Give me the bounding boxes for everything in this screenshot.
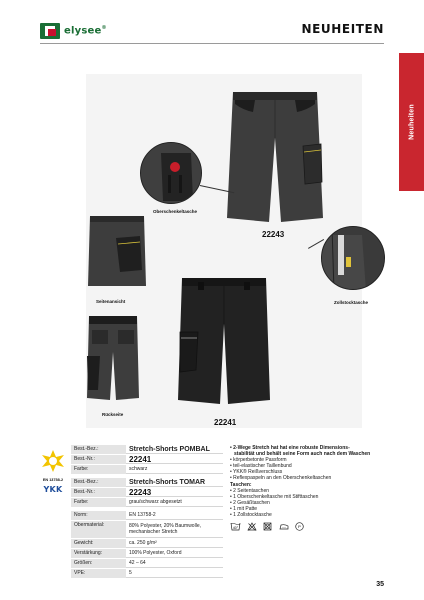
brand-logo [40,23,107,39]
spec-value-product1-color: schwarz [126,465,223,474]
shorts-22241-front-image [176,274,272,406]
spec-row-norm [71,511,223,520]
spec-row-reinforcement [71,549,223,558]
spec-row-product2-number [71,488,223,497]
page-number: 35 [376,581,384,588]
feature-item: • Reflexpaspeln an den Oberschenkeltaschen [230,475,332,481]
article-number-22243: 22243 [262,230,285,239]
spec-value-packing-unit: 5 [126,569,223,578]
pocket-item: • 1 Zollstocktasche [230,512,272,518]
dry-clean-p-icon [295,522,304,531]
caption-back-view: Rückseite [102,412,124,417]
spec-row-product1-name [71,445,223,454]
brand-registered-mark: ® [101,25,107,32]
article-number-22241: 22241 [214,418,237,427]
logo-mark-icon [40,23,60,39]
spec-row-material [71,521,223,538]
thigh-pocket-detail-image [140,142,202,204]
spec-row-product2-name [71,478,223,487]
spec-value-norm: EN 13758-2 [126,511,223,520]
spec-label: Best.-Bez.: [71,445,126,454]
spec-row-product2-color [71,498,223,507]
side-tab [399,53,424,191]
spec-value-weight: ca. 250 g/m² [126,539,223,548]
shorts-back-view-image [86,312,140,402]
spec-row-weight [71,539,223,548]
shorts-22243-front-image [225,86,325,226]
header-divider [40,43,384,44]
spec-label: Best.-Nr.: [71,455,126,464]
iron-icon [278,522,289,531]
spec-row-product1-color [71,465,223,474]
pocket-item: • 1 mit Patte [230,506,258,512]
spec-value-reinforcement: 100% Polyester, Oxford [126,549,223,558]
spec-label: Farbe: [71,465,126,474]
spec-label: VPE: [71,569,126,578]
no-bleach-icon [247,522,257,531]
spec-value-product1-name: Stretch-Shorts POMBAL [126,445,223,454]
spec-row-packing-unit [71,569,223,578]
caption-rule-pocket: Zollstocktasche [334,300,369,305]
section-title: NEUHEITEN [301,22,384,36]
caption-thigh-pocket: Oberschenkeltasche [153,209,198,214]
pockets-heading: Taschen: [230,482,252,488]
spec-value-product2-color: grau/schwarz abgesetzt [126,498,223,507]
spec-table [71,445,223,579]
spec-value-product1-number: 22241 [126,455,223,464]
spec-label: Größen: [71,559,126,568]
wash-40-icon [230,522,241,531]
spec-row-sizes [71,559,223,568]
pocket-item: • 2 Seitentaschen [230,488,269,494]
brand-name: elysee® [64,25,107,37]
spec-label: Best.-Nr.: [71,488,126,497]
feature-highlight: • 2-Wege Stretch hat hat eine robuste Dimensions- [230,445,350,451]
stretch-star-badge-icon [40,450,66,472]
feature-item: • körperbetonte Passform [230,457,287,463]
rule-pocket-detail-image [321,226,385,290]
certification-badges [40,450,66,494]
feature-item: • YKK® Reißverschluss [230,469,283,475]
spec-label: Best.-Bez.: [71,478,126,487]
dry-clean-letter: P [298,524,301,529]
care-symbols [230,522,390,531]
norm-badge-label: EN 13758-2 [42,478,64,482]
side-tab-label: Neuheiten [408,104,415,140]
spec-label: Norm: [71,511,126,520]
spec-value-material: 80% Polyester, 20% Baumwolle, mechanischer Stretch [126,521,223,538]
spec-label: Gewicht: [71,539,126,548]
wash-temperature: 40° [232,526,239,530]
spec-row-product1-number [71,455,223,464]
ykk-logo: YKK [43,485,63,494]
spec-value-sizes: 42 – 64 [126,559,223,568]
no-tumble-dry-icon [263,522,272,531]
spec-label: Obermaterial: [71,521,126,538]
feature-list [230,445,390,531]
spec-label: Verstärkung: [71,549,126,558]
pocket-item: • 2 Gesäßtaschen [230,500,270,506]
caption-side-view: Seitenansicht [96,299,126,304]
spec-label: Farbe: [71,498,126,507]
shorts-side-view-image [86,212,148,290]
spec-value-product2-number: 22243 [126,488,223,497]
spec-value-product2-name: Stretch-Shorts TOMAR [126,478,223,487]
pocket-item: • 1 Oberschenkeltasche mit Stifttaschen [230,494,319,500]
feature-item: • teil-elastischer Taillenbund [230,463,292,469]
feature-highlight-cont: stabilität und behält seine Form auch nach dem Waschen [234,451,371,457]
